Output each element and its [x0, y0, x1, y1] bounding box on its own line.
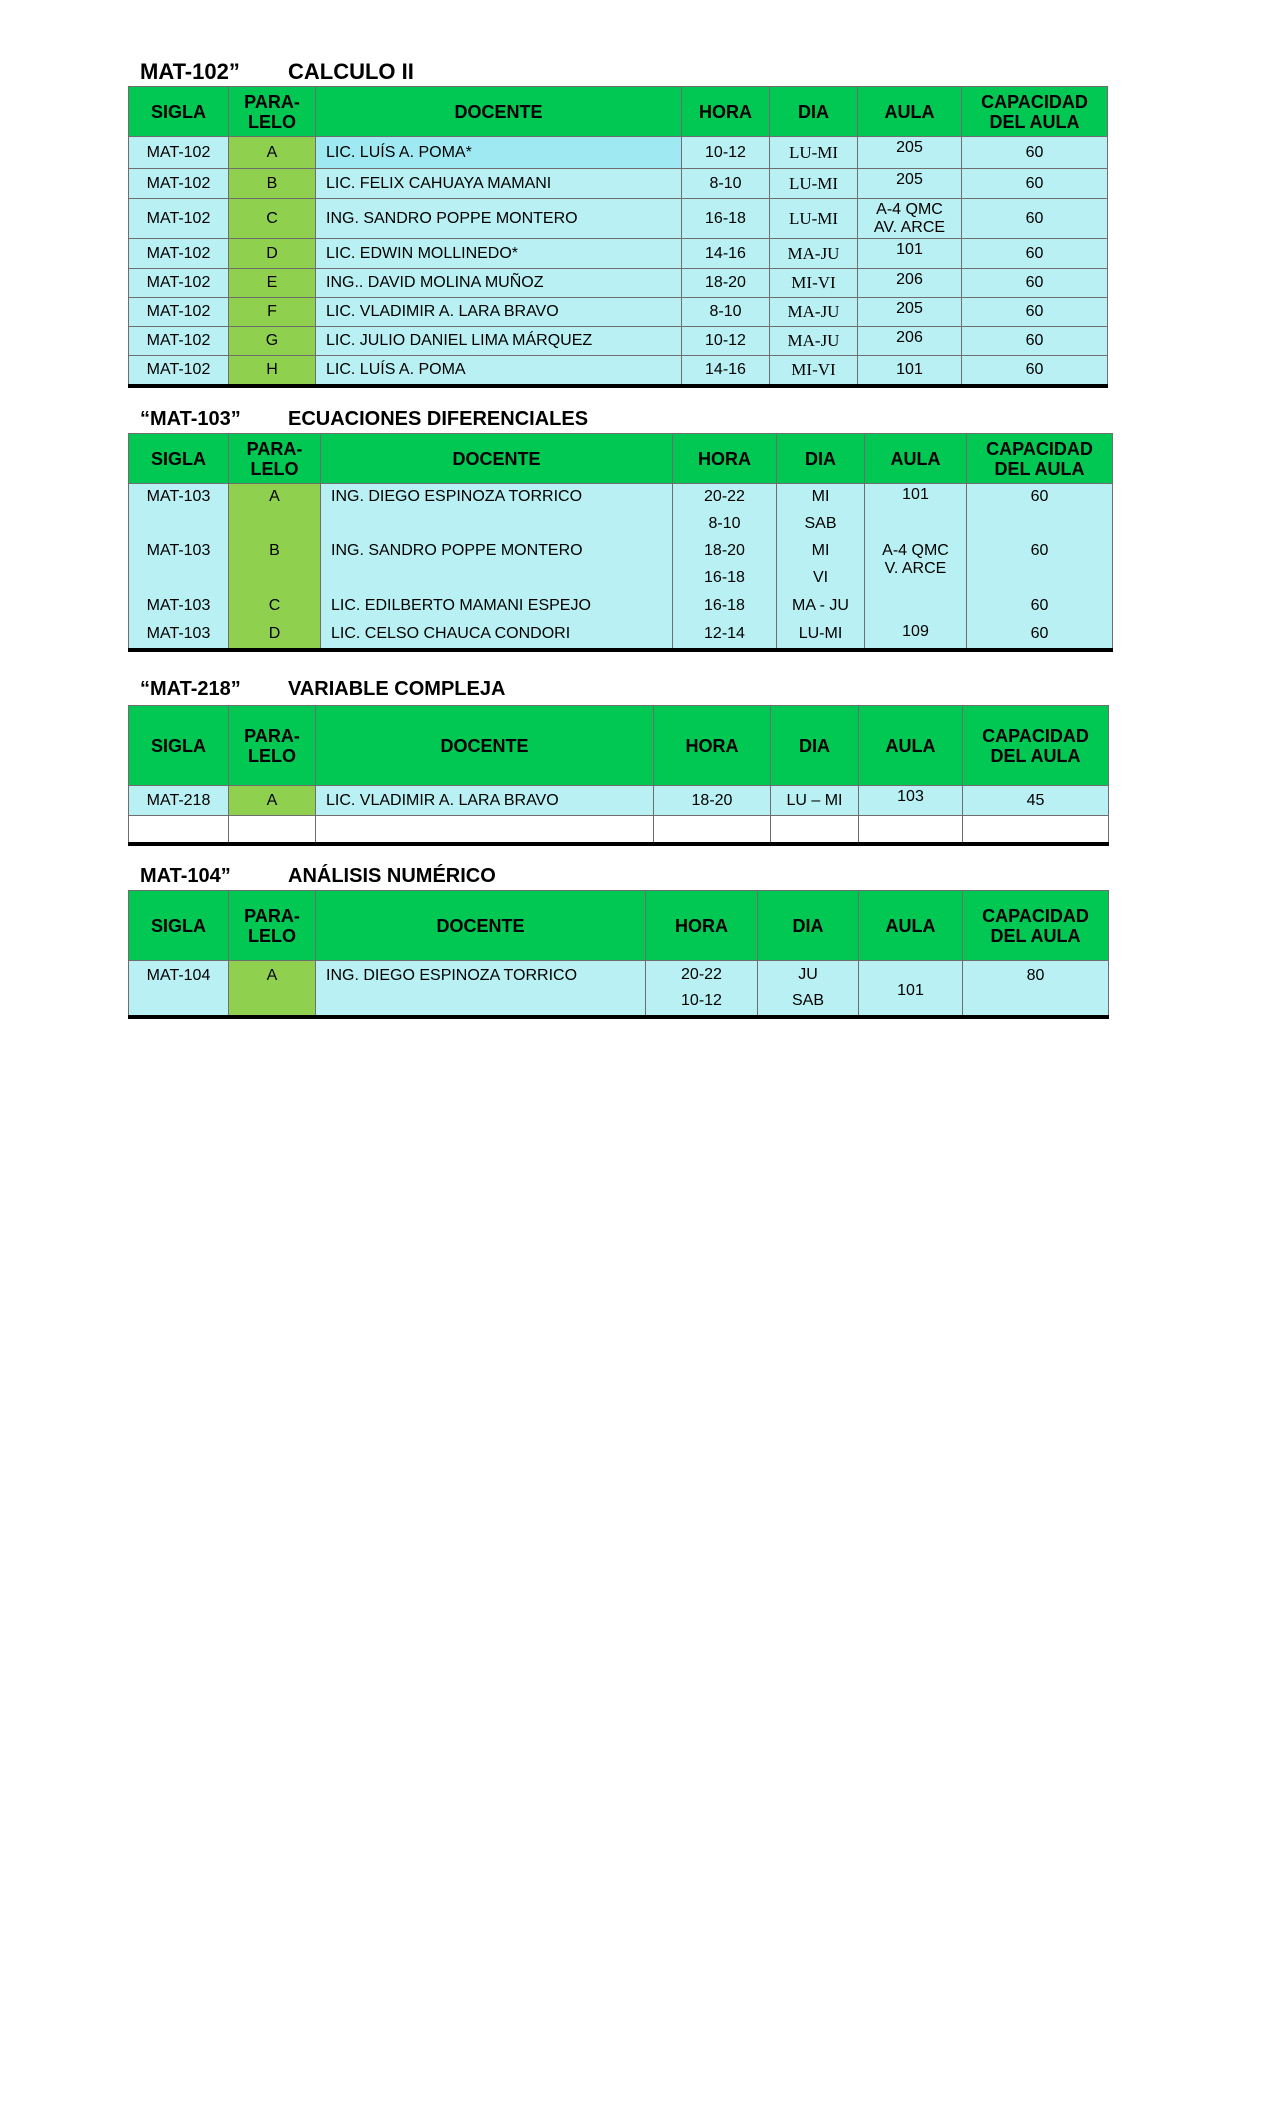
cell-aula: 103 [859, 786, 963, 816]
cell-hora: 14-16 [682, 356, 770, 386]
cell-dia: LU-MI [777, 621, 865, 650]
cell-docente: LIC. EDWIN MOLLINEDO* [316, 239, 682, 269]
section-mat-218 [128, 675, 1109, 846]
header-row [129, 891, 1109, 961]
cell-docente: LIC. LUÍS A. POMA* [316, 137, 682, 169]
cell-docente: ING. SANDRO POPPE MONTERO [316, 199, 682, 239]
cell-paralelo: F [229, 298, 316, 327]
table-row [129, 298, 1108, 327]
cell-hora: 20-22 [673, 484, 777, 511]
cell-aula: 101 [865, 484, 967, 511]
cell-docente: ING. SANDRO POPPE MONTERO [321, 538, 673, 565]
cell-empty [129, 816, 229, 844]
table-row [129, 137, 1108, 169]
cell-docente: ING. DIEGO ESPINOZA TORRICO [316, 961, 646, 1017]
cell-dia: LU-MI [770, 137, 858, 169]
course-code: MAT-104” [140, 865, 231, 887]
header-sigla: SIGLA [129, 87, 229, 137]
cell-dia: MI [777, 538, 865, 565]
cell-aula: 101 [859, 961, 963, 1017]
cell-sigla: MAT-103 [129, 592, 229, 621]
cell-dia: LU – MI [771, 786, 859, 816]
cell-paralelo: D [229, 621, 321, 650]
cell-dia: MA - JU [777, 592, 865, 621]
cell-hora: 8-10 [673, 511, 777, 538]
cell-sigla: MAT-103 [129, 538, 229, 565]
header-aula: AULA [859, 706, 963, 786]
cell-sigla [129, 565, 229, 592]
cell-docente [321, 511, 673, 538]
header-hora: HORA [673, 434, 777, 484]
cell-aula [865, 511, 967, 538]
cell-dia: SAB [777, 511, 865, 538]
schedule-table-mat-218 [128, 705, 1109, 846]
cell-hora: 18-20 [682, 269, 770, 298]
cell-docente: ING. DIEGO ESPINOZA TORRICO [321, 484, 673, 511]
table-row [129, 327, 1108, 356]
section-title [128, 675, 1109, 703]
table-row [129, 356, 1108, 386]
cell-aula: 205 [858, 169, 962, 199]
cell-capacidad: 60 [962, 327, 1108, 356]
course-name: VARIABLE COMPLEJA [288, 678, 506, 700]
cell-paralelo: G [229, 327, 316, 356]
cell-capacidad: 60 [962, 298, 1108, 327]
cell-sigla: MAT-218 [129, 786, 229, 816]
table-row [129, 786, 1109, 816]
course-name: ANÁLISIS NUMÉRICO [288, 865, 496, 887]
header-dia: DIA [771, 706, 859, 786]
header-dia: DIA [770, 87, 858, 137]
cell-capacidad: 60 [962, 199, 1108, 239]
header-sigla: SIGLA [129, 891, 229, 961]
cell-sigla: MAT-102 [129, 327, 229, 356]
cell-sigla: MAT-102 [129, 169, 229, 199]
cell-hora: 12-14 [673, 621, 777, 650]
section-title [128, 405, 1113, 433]
cell-sigla: MAT-102 [129, 137, 229, 169]
header-row [129, 706, 1109, 786]
course-code: “MAT-218” [140, 678, 241, 700]
course-code: MAT-102” [140, 59, 240, 84]
cell-empty [963, 816, 1109, 844]
cell-capacidad: 45 [963, 786, 1109, 816]
header-paralelo: PARA- LELO [229, 87, 316, 137]
section-title [128, 862, 1109, 890]
cell-docente: LIC. EDILBERTO MAMANI ESPEJO [321, 592, 673, 621]
cell-hora: 16-18 [673, 565, 777, 592]
cell-dia: JU SAB [758, 961, 859, 1017]
cell-capacidad [967, 511, 1113, 538]
header-sigla: SIGLA [129, 706, 229, 786]
table-row [129, 538, 1113, 565]
cell-docente [321, 565, 673, 592]
cell-empty [771, 816, 859, 844]
cell-sigla: MAT-102 [129, 356, 229, 386]
cell-sigla: MAT-102 [129, 199, 229, 239]
header-dia: DIA [758, 891, 859, 961]
cell-paralelo: H [229, 356, 316, 386]
cell-hora: 8-10 [682, 169, 770, 199]
cell-dia: MA-JU [770, 239, 858, 269]
table-row [129, 484, 1113, 511]
header-row [129, 434, 1113, 484]
header-aula: AULA [858, 87, 962, 137]
cell-aula: 206 [858, 327, 962, 356]
cell-aula [865, 592, 967, 621]
cell-dia: MI-VI [770, 269, 858, 298]
cell-capacidad: 60 [962, 239, 1108, 269]
cell-paralelo: A [229, 484, 321, 511]
header-docente: DOCENTE [321, 434, 673, 484]
section-title [128, 58, 1108, 86]
cell-paralelo: C [229, 592, 321, 621]
header-sigla: SIGLA [129, 434, 229, 484]
cell-docente: LIC. VLADIMIR A. LARA BRAVO [316, 786, 654, 816]
cell-capacidad: 60 [967, 538, 1113, 565]
cell-dia: MA-JU [770, 327, 858, 356]
header-capacidad: CAPACIDAD DEL AULA [963, 891, 1109, 961]
table-row [129, 511, 1113, 538]
cell-docente: LIC. JULIO DANIEL LIMA MÁRQUEZ [316, 327, 682, 356]
cell-aula: A-4 QMC AV. ARCE [858, 199, 962, 239]
cell-docente: LIC. CELSO CHAUCA CONDORI [321, 621, 673, 650]
schedule-table-mat-104 [128, 890, 1109, 1019]
cell-capacidad: 60 [962, 356, 1108, 386]
header-aula: AULA [865, 434, 967, 484]
header-aula: AULA [859, 891, 963, 961]
cell-docente: LIC. LUÍS A. POMA [316, 356, 682, 386]
cell-empty [654, 816, 771, 844]
table-row-empty [129, 816, 1109, 844]
cell-empty [316, 816, 654, 844]
cell-empty [859, 816, 963, 844]
cell-dia: VI [777, 565, 865, 592]
cell-paralelo: A [229, 137, 316, 169]
header-paralelo: PARA- LELO [229, 891, 316, 961]
table-row [129, 621, 1113, 650]
cell-sigla [129, 511, 229, 538]
cell-hora: 18-20 [673, 538, 777, 565]
header-capacidad: CAPACIDAD DEL AULA [963, 706, 1109, 786]
cell-dia: LU-MI [770, 169, 858, 199]
course-name: ECUACIONES DIFERENCIALES [288, 408, 589, 430]
cell-capacidad: 80 [963, 961, 1109, 1017]
header-dia: DIA [777, 434, 865, 484]
table-row [129, 269, 1108, 298]
header-paralelo: PARA- LELO [229, 706, 316, 786]
cell-paralelo: B [229, 538, 321, 565]
cell-hora: 8-10 [682, 298, 770, 327]
header-hora: HORA [654, 706, 771, 786]
cell-paralelo: A [229, 961, 316, 1017]
cell-paralelo [229, 565, 321, 592]
header-docente: DOCENTE [316, 891, 646, 961]
header-docente: DOCENTE [316, 87, 682, 137]
cell-aula: A-4 QMC V. ARCE [865, 538, 967, 592]
header-capacidad: CAPACIDAD DEL AULA [962, 87, 1108, 137]
cell-aula: 109 [865, 621, 967, 650]
cell-sigla: MAT-102 [129, 269, 229, 298]
header-hora: HORA [646, 891, 758, 961]
cell-sigla: MAT-102 [129, 298, 229, 327]
cell-capacidad: 60 [962, 169, 1108, 199]
cell-capacidad: 60 [962, 269, 1108, 298]
header-hora: HORA [682, 87, 770, 137]
cell-hora: 10-12 [682, 327, 770, 356]
cell-sigla: MAT-102 [129, 239, 229, 269]
cell-dia: LU-MI [770, 199, 858, 239]
cell-aula: 101 [858, 239, 962, 269]
cell-aula: 205 [858, 137, 962, 169]
cell-hora: 20-22 10-12 [646, 961, 758, 1017]
cell-docente: ING.. DAVID MOLINA MUÑOZ [316, 269, 682, 298]
cell-sigla: MAT-103 [129, 621, 229, 650]
cell-hora: 10-12 [682, 137, 770, 169]
cell-capacidad: 60 [962, 137, 1108, 169]
header-capacidad: CAPACIDAD DEL AULA [967, 434, 1113, 484]
header-paralelo: PARA- LELO [229, 434, 321, 484]
section-mat-103 [128, 405, 1113, 652]
cell-sigla: MAT-103 [129, 484, 229, 511]
header-docente: DOCENTE [316, 706, 654, 786]
cell-paralelo: A [229, 786, 316, 816]
section-mat-102 [128, 58, 1108, 388]
cell-dia: MA-JU [770, 298, 858, 327]
cell-capacidad [967, 565, 1113, 592]
cell-capacidad: 60 [967, 484, 1113, 511]
schedule-table-mat-103 [128, 433, 1113, 652]
cell-aula: 205 [858, 298, 962, 327]
cell-empty [229, 816, 316, 844]
schedule-table-mat-102 [128, 86, 1108, 388]
cell-capacidad: 60 [967, 592, 1113, 621]
table-row [129, 199, 1108, 239]
cell-capacidad: 60 [967, 621, 1113, 650]
cell-aula: 101 [858, 356, 962, 386]
cell-aula: 206 [858, 269, 962, 298]
cell-hora: 14-16 [682, 239, 770, 269]
table-row [129, 169, 1108, 199]
table-row [129, 592, 1113, 621]
cell-paralelo [229, 511, 321, 538]
course-name: CALCULO II [288, 59, 414, 84]
cell-docente: LIC. FELIX CAHUAYA MAMANI [316, 169, 682, 199]
cell-hora: 16-18 [673, 592, 777, 621]
cell-dia: MI [777, 484, 865, 511]
cell-hora: 18-20 [654, 786, 771, 816]
cell-paralelo: C [229, 199, 316, 239]
cell-hora: 16-18 [682, 199, 770, 239]
cell-sigla: MAT-104 [129, 961, 229, 1017]
cell-paralelo: E [229, 269, 316, 298]
cell-dia: MI-VI [770, 356, 858, 386]
table-row [129, 961, 1109, 1017]
header-row [129, 87, 1108, 137]
cell-paralelo: D [229, 239, 316, 269]
course-code: “MAT-103” [140, 408, 241, 430]
cell-docente: LIC. VLADIMIR A. LARA BRAVO [316, 298, 682, 327]
cell-paralelo: B [229, 169, 316, 199]
table-row [129, 239, 1108, 269]
section-mat-104 [128, 862, 1109, 1019]
